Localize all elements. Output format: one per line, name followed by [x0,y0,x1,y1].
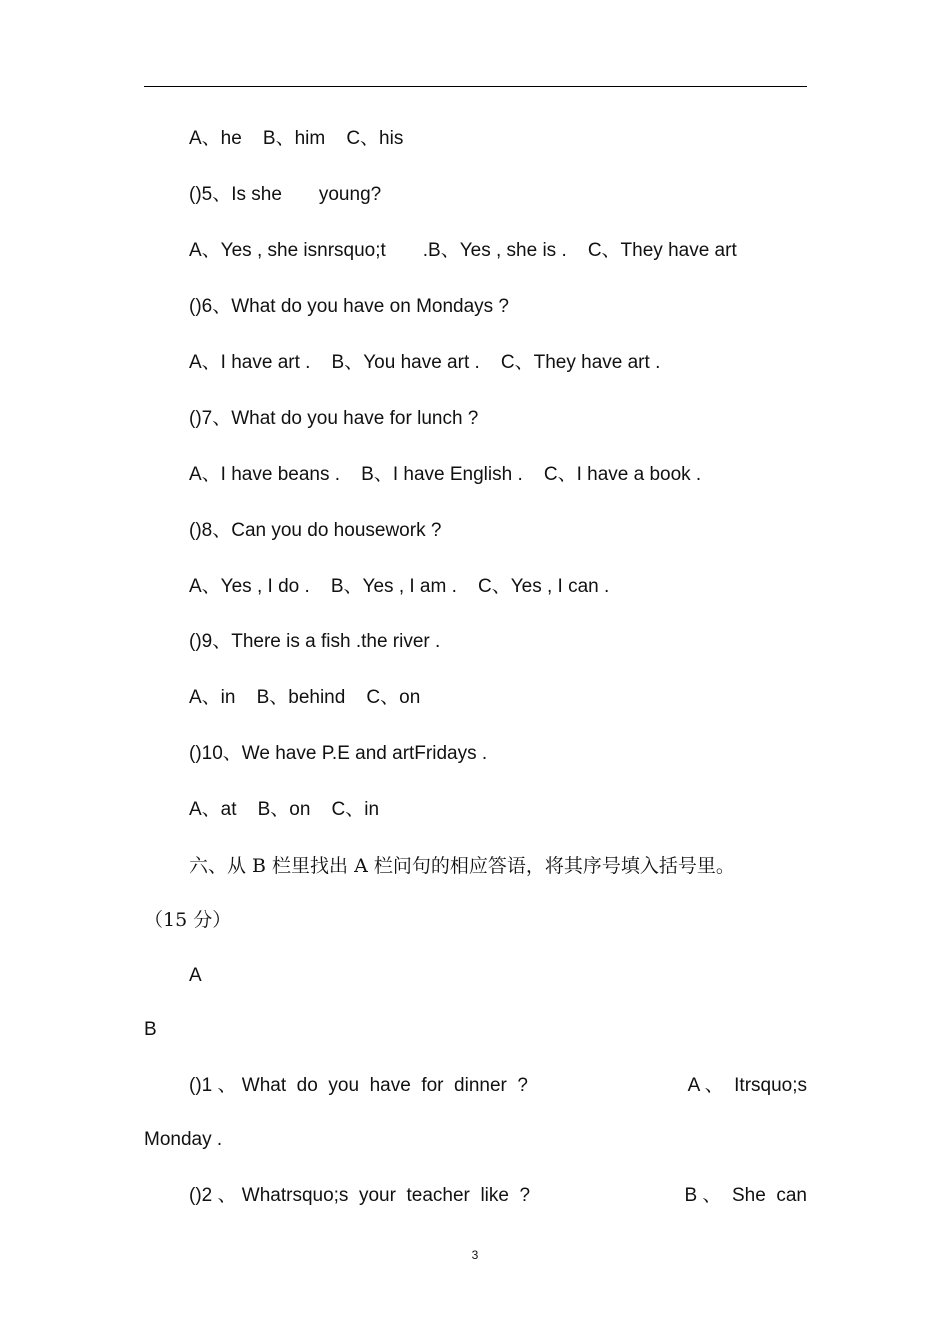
q6-options: A、I have art . B、You have art . C、They have art . [189,352,661,373]
q10-options: A、at B、on C、in [189,799,380,820]
q9-options: A、in B、behind C、on [189,687,421,708]
q5-question: ()5、Is she young? [189,184,382,205]
match-answer-a-cont: Monday . [144,1129,223,1150]
q6-question: ()6、What do you have on Mondays ? [189,296,510,317]
match-row-1 [189,1073,807,1099]
q5-options: A、Yes , she isnrsquo;t .B、Yes , she is . C、They have art [189,240,737,261]
q8-options: A、Yes , I do . B、Yes , I am . C、Yes , I can . [189,576,610,597]
match-answer-b: B 、 She can [684,1185,807,1206]
column-a-label: A [189,965,202,986]
q9-question: ()9、There is a fish .the river . [189,631,441,652]
q8-question: ()8、Can you do housework ? [189,520,442,541]
section-six-heading: 六、从 B 栏里找出 A 栏问句的相应答语，将其序号填入括号里。 [189,855,735,877]
q7-options: A、I have beans . B、I have English . C、I have a book . [189,464,702,485]
match-question-2: ()2 、 Whatrsquo;s your teacher like ? [189,1185,531,1206]
match-question-1: ()1 、 What do you have for dinner ? [189,1075,528,1096]
q7-question: ()7、What do you have for lunch ? [189,408,479,429]
page-number: 3 [471,1248,479,1262]
column-b-label: B [144,1019,157,1040]
q4-options: A、he B、him C、his [189,128,404,149]
section-six-score: （15 分） [144,909,232,931]
header-rule [144,86,807,87]
match-row-2 [189,1183,807,1209]
q10-question: ()10、We have P.E and artFridays . [189,743,488,764]
match-answer-a: A 、 Itrsquo;s [687,1075,807,1096]
